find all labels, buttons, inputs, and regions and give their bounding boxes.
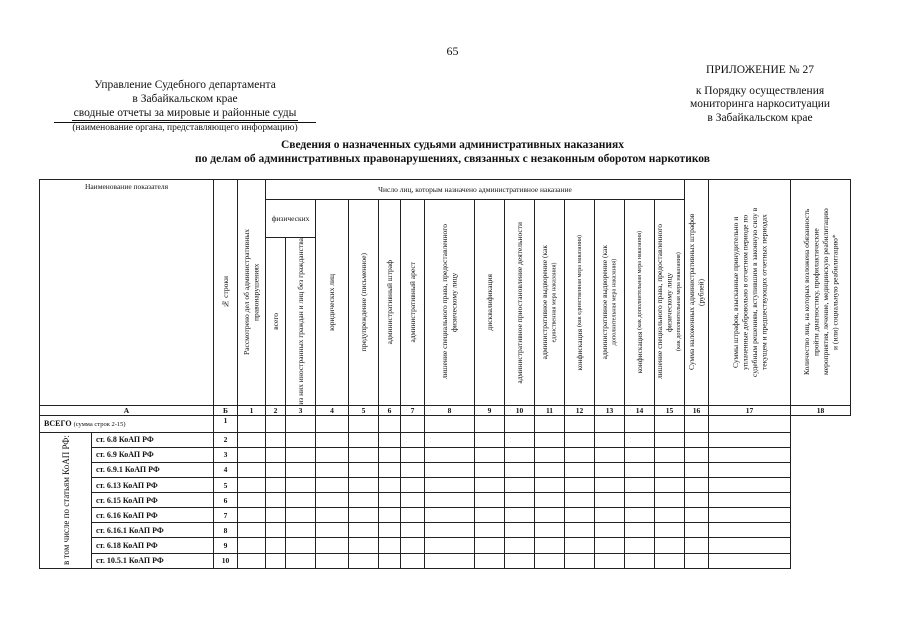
row-number: 8 (214, 523, 238, 538)
row-label: ст. 6.9 КоАП РФ (92, 447, 214, 462)
header-confiscation-single: конфискация (как единственная мера наказания) (565, 200, 595, 406)
header-persons-obliged: Количество лиц, на которых возложена обязанность пройти диагностику, профилактические мероприятия, лечение, медицинскую реабилитацию и (или) социальную реабилитацию* (791, 180, 851, 406)
row-number: 6 (214, 493, 238, 508)
header-expulsion-additional: административное выдворение (как дополнительная мера наказания) (595, 200, 625, 406)
row-label: ст. 6.13 КоАП РФ (92, 478, 214, 493)
org-caption: (наименование органа, представляющего информацию) (54, 122, 316, 134)
row-number: 7 (214, 508, 238, 523)
row-label: ст. 6.15 КоАП РФ (92, 493, 214, 508)
document-title (0, 138, 905, 166)
header-admin-arrest: административный арест (401, 200, 425, 406)
org-line-2: в Забайкальском крае (132, 93, 238, 105)
header-cases-reviewed: Рассмотрено дел об административных правонарушениях (238, 180, 266, 406)
row-label: ст. 6.18 КоАП РФ (92, 538, 214, 553)
header-admin-fine: административный штраф (379, 200, 401, 406)
table-row (40, 538, 851, 553)
table-row (40, 478, 851, 493)
total-label-cell: ВСЕГО (сумма строк 2-15) (40, 415, 214, 432)
table-row (40, 508, 851, 523)
header-warning: предупреждение (письменное) (349, 200, 379, 406)
row-number: 4 (214, 462, 238, 477)
column-number-row: А Б 1 2 3 4 5 6 7 8 9 10 11 12 13 14 15 16 17 18 (40, 405, 851, 415)
table-row (40, 553, 851, 568)
header-physical-persons: физических (266, 200, 316, 238)
row-label: ст. 6.9.1 КоАП РФ (92, 462, 214, 477)
row-label: ст. 6.16 КоАП РФ (92, 508, 214, 523)
header-physical-total: всего (266, 238, 286, 406)
appendix-line-3: в Забайкальском крае (707, 111, 813, 124)
row-label: ст. 6.8 КоАП РФ (92, 432, 214, 447)
organization-header (50, 78, 320, 134)
header-confiscation-additional: конфискация (как дополнительная мера наказания) (625, 200, 655, 406)
appendix-line-1: к Порядку осуществления (695, 84, 825, 97)
page-number: 65 (446, 44, 459, 58)
table-row (40, 493, 851, 508)
table-row (40, 432, 851, 447)
header-disqualification: дисквалификация (475, 200, 505, 406)
org-line-3: сводные отчеты за мировые и районные суды (73, 107, 297, 119)
header-persons-group: Число лиц, которым назначено административное наказание (266, 180, 685, 200)
table-row (40, 523, 851, 538)
row-number: 10 (214, 553, 238, 568)
table-row-total (40, 415, 851, 432)
row-number: 9 (214, 538, 238, 553)
header-deprivation-right: лишение специального права, предоставленного физическому лицу (425, 200, 475, 406)
header-indicator-name: Наименование показателя (40, 180, 214, 406)
row-label: ст. 6.16.1 КоАП РФ (92, 523, 214, 538)
header-legal-entities: юридических лиц (316, 200, 349, 406)
org-line-1: Управление Судебного департамента (94, 79, 276, 91)
side-label-cell: в том числе по статьям КоАП РФ: (40, 432, 92, 568)
table-row (40, 447, 851, 462)
header-suspension: административное приостановление деятельности (505, 200, 535, 406)
header-fines-sum: Сумма наложенных административных штрафов (рублей) (685, 180, 709, 406)
appendix-line-2: мониторинга наркоситуации (689, 98, 831, 110)
header-fines-collected: Суммы штрафов, взысканные принудительно и уплаченные добровольно в отчетном периоде по судебным решениям, вступившим в законную силу в текущем и предшествующих отчетных периодах (709, 180, 791, 406)
sanctions-table (39, 179, 851, 569)
header-row-number: № строки (214, 180, 238, 406)
title-line-1: Сведения о назначенных судьями административных наказаниях (280, 139, 625, 151)
row-label: ст. 10.5.1 КоАП РФ (92, 553, 214, 568)
header-physical-foreigners: из них иностранных граждан и лиц без гражданства (286, 238, 316, 406)
row-number: 5 (214, 478, 238, 493)
title-line-2: по делам об административных правонарушениях, связанных с незаконным оборотом наркотиков (195, 153, 710, 165)
table-row (40, 462, 851, 477)
header-expulsion-single: административное выдворение (как единственная мера наказания) (535, 200, 565, 406)
row-number: 1 (214, 415, 238, 432)
appendix-header (660, 64, 860, 125)
row-number: 2 (214, 432, 238, 447)
row-number: 3 (214, 447, 238, 462)
header-deprivation-additional: лишение специального права, предоставленного физическому лицу (как дополнительная мера наказания) (655, 200, 685, 406)
appendix-number: ПРИЛОЖЕНИЕ № 27 (705, 64, 814, 76)
